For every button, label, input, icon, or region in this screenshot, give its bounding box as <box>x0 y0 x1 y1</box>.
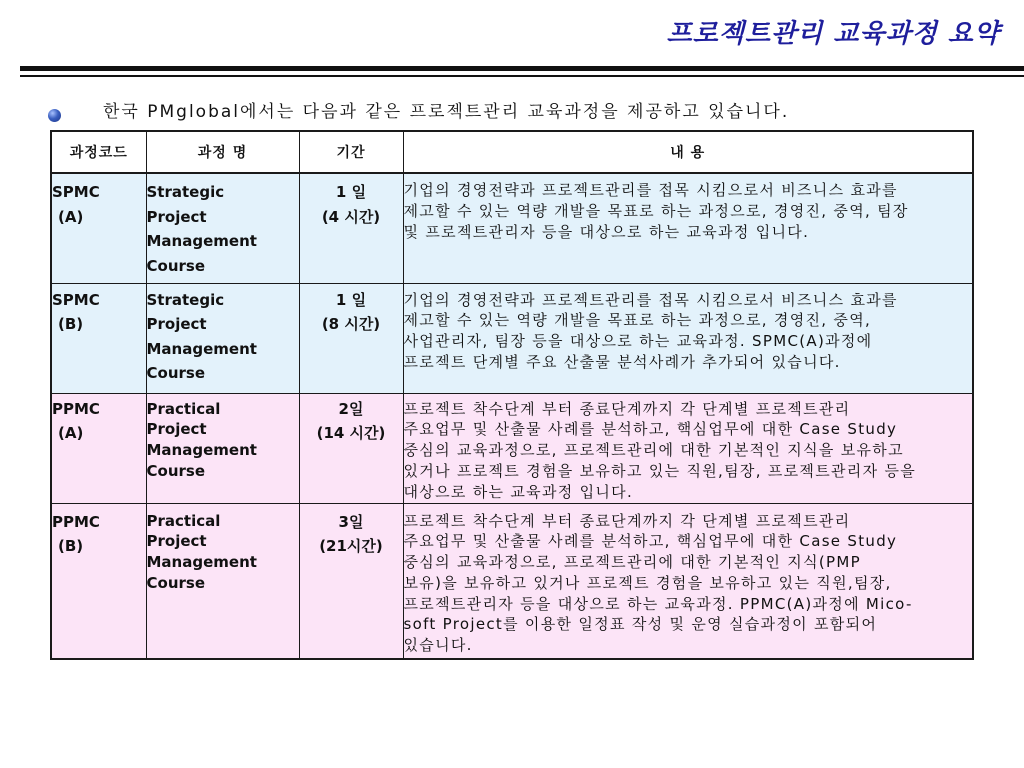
course-days: 2일 <box>338 399 364 418</box>
course-content-line: soft Project를 이용한 일정표 작성 및 운영 실습과정이 포함되어 <box>403 615 878 634</box>
table-header-row <box>51 131 973 173</box>
bullet-icon <box>48 109 61 122</box>
course-code-variant: (A) <box>58 424 84 442</box>
course-name-cell <box>146 393 299 503</box>
course-content-line: 제고할 수 있는 역량 개발을 목표로 하는 과정으로, 경영진, 중역, <box>403 311 872 330</box>
course-content-cell <box>403 503 973 659</box>
course-code-cell <box>51 393 146 503</box>
course-table <box>50 130 974 660</box>
course-hours: (21시간) <box>319 537 383 555</box>
course-content-line: 주요업무 및 산출물 사례를 분석하고, 핵심업무에 대한 Case Study <box>403 420 898 439</box>
course-name-line: Course <box>146 573 205 592</box>
course-content-line: 보유)을 보유하고 있거나 프로젝트 경험을 보유하고 있는 직원,팀장, <box>403 573 892 592</box>
course-name-line: Project <box>146 207 207 226</box>
course-name-line: Course <box>146 256 205 275</box>
course-code-cell <box>51 173 146 283</box>
course-content-line: 기업의 경영전략과 프로젝트관리를 접목 시킴으로서 비즈니스 효과를 <box>403 181 898 199</box>
course-code-variant: (B) <box>58 315 84 333</box>
course-code: SPMC <box>52 183 100 201</box>
course-code-variant: (A) <box>58 207 84 226</box>
course-content-line: 있거나 프로젝트 경험을 보유하고 있는 직원,팀장, 프로젝트관리자 등을 <box>403 461 917 480</box>
course-name-line: Strategic <box>146 290 225 309</box>
course-content-line: 중심의 교육과정으로, 프로젝트관리에 대한 기본적인 지식(PMP <box>403 553 861 572</box>
course-name-cell <box>146 503 299 659</box>
course-name-line: Management <box>146 440 257 459</box>
course-content-cell <box>403 283 973 393</box>
course-code-cell <box>51 503 146 659</box>
course-content-line: 중심의 교육과정으로, 프로젝트관리에 대한 기본적인 지식을 보유하고 <box>403 441 904 460</box>
course-duration-cell <box>299 393 403 503</box>
course-name-line: Practical <box>146 511 221 530</box>
course-name-line: Project <box>146 532 207 551</box>
course-name-line: Management <box>146 339 257 358</box>
course-name-line: Course <box>146 461 205 480</box>
course-content-line: 대상으로 하는 교육과정 입니다. <box>403 482 634 501</box>
course-days: 1 일 <box>335 290 367 309</box>
header-code: 과정코드 <box>51 131 146 173</box>
course-duration-cell <box>299 173 403 283</box>
course-duration-cell <box>299 283 403 393</box>
title-rule-thin <box>20 75 1024 77</box>
course-hours: (4 시간) <box>321 207 381 226</box>
table-row <box>51 393 973 503</box>
header-name: 과정 명 <box>146 131 299 173</box>
course-content-line: 및 프로젝트관리자 등을 대상으로 하는 교육과정 입니다. <box>403 222 810 241</box>
course-content-cell <box>403 173 973 283</box>
course-name-cell <box>146 173 299 283</box>
course-name-line: Course <box>146 364 205 382</box>
course-name-line: Practical <box>146 399 221 418</box>
course-name-line: Management <box>146 232 257 250</box>
course-days: 3일 <box>338 512 364 531</box>
course-name-line: Project <box>146 420 207 439</box>
table-row <box>51 503 973 659</box>
course-code: PPMC <box>52 512 100 531</box>
course-code: PPMC <box>52 399 100 418</box>
course-name-line: Strategic <box>146 183 225 201</box>
course-content-cell <box>403 393 973 503</box>
course-hours: (14 시간) <box>316 424 386 442</box>
intro-text: 한국 PMglobal에서는 다음과 같은 프로젝트관리 교육과정을 제공하고 있습니다. <box>103 102 790 122</box>
course-name-line: Project <box>146 315 207 333</box>
course-content-line: 프로젝트 착수단계 부터 종료단계까지 각 단계별 프로젝트관리 <box>403 511 851 530</box>
course-content-line: 있습니다. <box>403 636 473 655</box>
course-days: 1 일 <box>335 183 367 201</box>
course-content-line: 주요업무 및 산출물 사례를 분석하고, 핵심업무에 대한 Case Study <box>403 532 898 551</box>
course-content-line: 기업의 경영전략과 프로젝트관리를 접목 시킴으로서 비즈니스 효과를 <box>403 290 898 309</box>
title-rule-thick <box>20 66 1024 71</box>
course-content-line: 사업관리자, 팀장 등을 대상으로 하는 교육과정. SPMC(A)과정에 <box>403 332 873 351</box>
table-row <box>51 173 973 283</box>
header-duration: 기간 <box>299 131 403 173</box>
course-hours: (8 시간) <box>321 315 381 333</box>
course-content-line: 프로젝트 단계별 주요 산출물 분석사례가 추가되어 있습니다. <box>403 352 841 371</box>
header-content: 내 용 <box>403 131 973 173</box>
slide-title: 프로젝트관리 교육과정 요약 <box>666 19 1000 49</box>
table-row <box>51 283 973 393</box>
course-name-line: Management <box>146 552 257 571</box>
course-name-cell <box>146 283 299 393</box>
course-duration-cell <box>299 503 403 659</box>
course-code: SPMC <box>52 290 100 309</box>
course-code-cell <box>51 283 146 393</box>
course-content-line: 프로젝트 착수단계 부터 종료단계까지 각 단계별 프로젝트관리 <box>403 399 851 418</box>
course-code-variant: (B) <box>58 537 84 555</box>
course-content-line: 프로젝트관리자 등을 대상으로 하는 교육과정. PPMC(A)과정에 Mico- <box>403 594 913 613</box>
course-content-line: 제고할 수 있는 역량 개발을 목표로 하는 과정으로, 경영진, 중역, 팀장 <box>403 201 909 220</box>
